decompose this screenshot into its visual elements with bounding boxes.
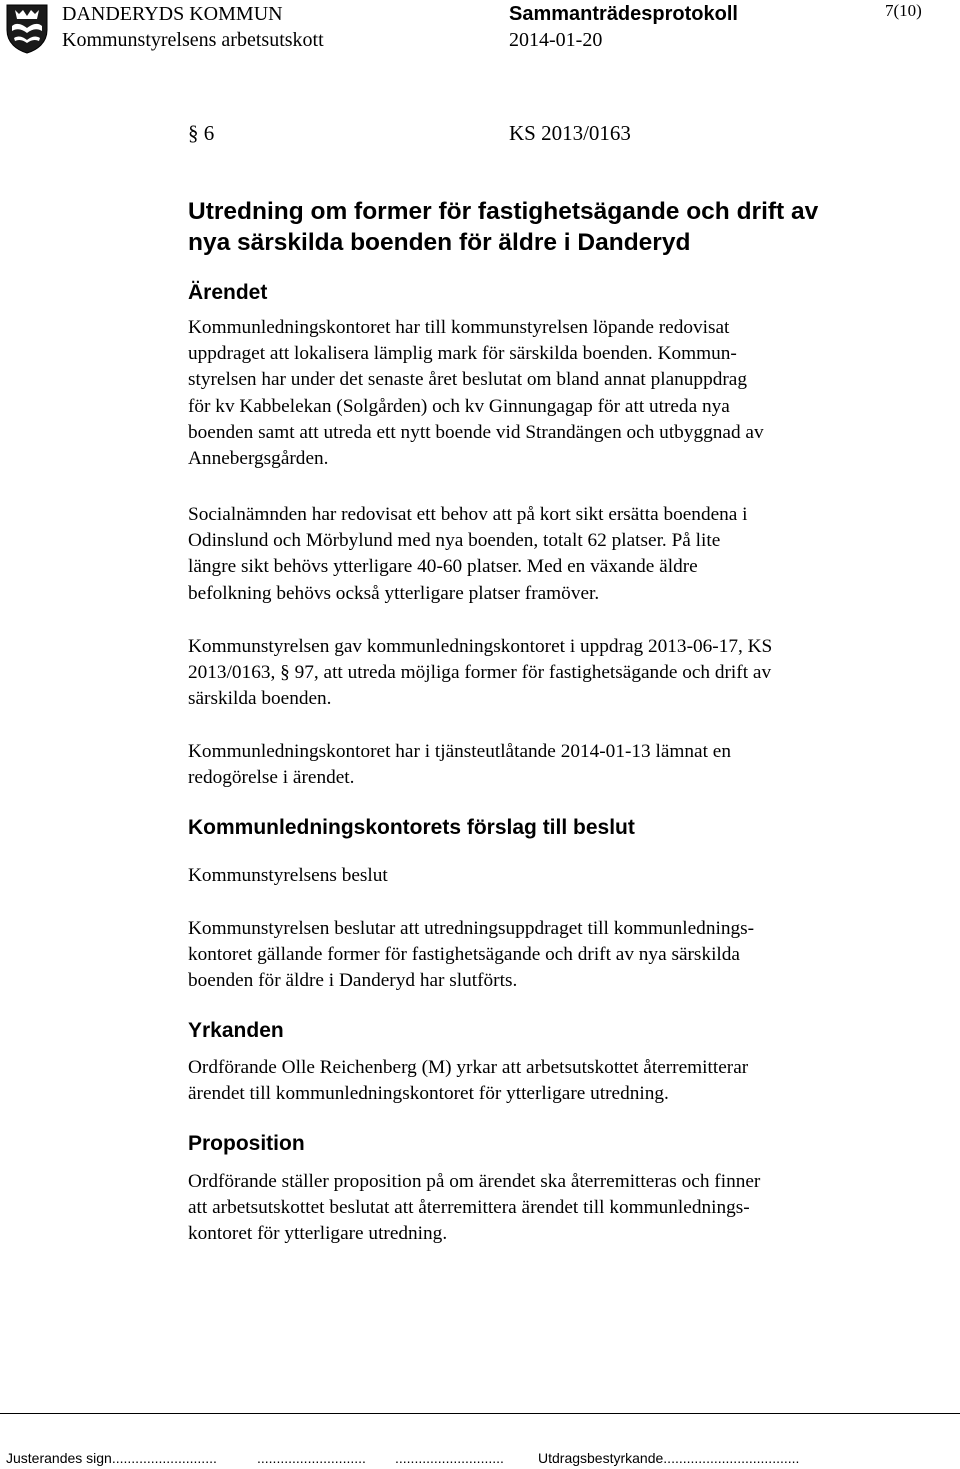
text-line: befolkning behövs också ytterligare platser framöver. xyxy=(188,582,600,604)
case-number: KS 2013/0163 xyxy=(509,121,631,145)
section-heading-forslag: Kommunledningskontorets förslag till beslut xyxy=(188,816,635,839)
text-line: Socialnämnden har redovisat ett behov att på kort sikt ersätta boendena i xyxy=(188,504,748,525)
page-title xyxy=(188,196,888,258)
justerandes-sign: Justerandes sign........................... xyxy=(6,1450,217,1466)
text-line: Kommunstyrelsens beslut xyxy=(188,865,388,886)
text-line: särskilda boenden. xyxy=(188,688,332,710)
text-line: ärendet till kommunledningskontoret för ytterligare utredning. xyxy=(188,1083,669,1105)
signature-dots: ............................ xyxy=(395,1450,504,1466)
text-line: kontoret gällande former för fastighetsägande och drift av nya särskilda xyxy=(188,944,740,966)
text-line: Kommunledningskontoret har till kommunstyrelsen löpande redovisat xyxy=(188,317,730,338)
coat-of-arms-icon xyxy=(6,4,48,54)
arendet-paragraph-1 xyxy=(188,315,888,472)
committee-name: Kommunstyrelsens arbetsutskott xyxy=(62,29,324,51)
text-line: Annebergsgården. xyxy=(188,448,329,470)
text-line: kontoret för ytterligare utredning. xyxy=(188,1223,448,1245)
footer-divider xyxy=(0,1413,960,1414)
forslag-paragraph xyxy=(188,916,888,995)
text-line: Ordförande Olle Reichenberg (M) yrkar att arbetsutskottet återremitterar xyxy=(188,1057,749,1078)
arendet-paragraph-4 xyxy=(188,739,888,791)
text-line: längre sikt behövs ytterligare 40-60 platser. Med en växande äldre xyxy=(188,556,698,578)
section-heading-yrkanden: Yrkanden xyxy=(188,1019,284,1042)
text-line: 2013/0163, § 97, att utreda möjliga former för fastighetsägande och drift av xyxy=(188,662,772,684)
paragraph-number: § 6 xyxy=(188,121,215,145)
meeting-date: 2014-01-20 xyxy=(509,29,603,51)
text-line: uppdraget att lokalisera lämplig mark för särskilda boenden. Kommun- xyxy=(188,343,737,365)
text-line: boenden samt att utreda ett nytt boende vid Strandängen och utbyggnad av xyxy=(188,421,764,443)
text-line: Kommunstyrelsen beslutar att utredningsuppdraget till kommunlednings- xyxy=(188,918,755,939)
yrkanden-paragraph xyxy=(188,1055,888,1107)
arendet-paragraph-2 xyxy=(188,502,888,607)
section-heading-proposition: Proposition xyxy=(188,1132,305,1155)
text-line: Odinslund och Mörbylund med nya boenden, totalt 62 platser. På lite xyxy=(188,530,721,552)
text-line: boenden för äldre i Danderyd har slutförts. xyxy=(188,970,518,992)
text-line: styrelsen har under det senaste året beslutat om bland annat planuppdrag xyxy=(188,369,747,391)
org-name: DANDERYDS KOMMUN xyxy=(62,3,283,25)
text-line: Ordförande ställer proposition på om ärendet ska återremitteras och finner xyxy=(188,1171,761,1192)
utdragsbestyrkande: Utdragsbestyrkande................................... xyxy=(538,1450,800,1466)
proposition-paragraph xyxy=(188,1169,888,1248)
signature-dots: ............................ xyxy=(257,1450,366,1466)
section-heading-arendet: Ärendet xyxy=(188,281,268,304)
text-line: att arbetsutskottet beslutat att återremittera ärendet till kommunlednings- xyxy=(188,1197,750,1219)
text-line: redogörelse i ärendet. xyxy=(188,767,355,789)
page-number: 7(10) xyxy=(885,1,922,20)
text-line: för kv Kabbelekan (Solgården) och kv Ginnungagap för att utreda nya xyxy=(188,395,730,417)
text-line: Kommunstyrelsen gav kommunledningskontoret i uppdrag 2013-06-17, KS xyxy=(188,636,773,657)
document-type: Sammanträdesprotokoll xyxy=(509,3,738,25)
forslag-subheading xyxy=(188,863,888,889)
title-line: nya särskilda boenden för äldre i Danderyd xyxy=(188,229,691,256)
arendet-paragraph-3 xyxy=(188,634,888,713)
title-line: Utredning om former för fastighetsägande och drift av xyxy=(188,198,819,225)
text-line: Kommunledningskontoret har i tjänsteutlåtande 2014-01-13 lämnat en xyxy=(188,741,731,762)
